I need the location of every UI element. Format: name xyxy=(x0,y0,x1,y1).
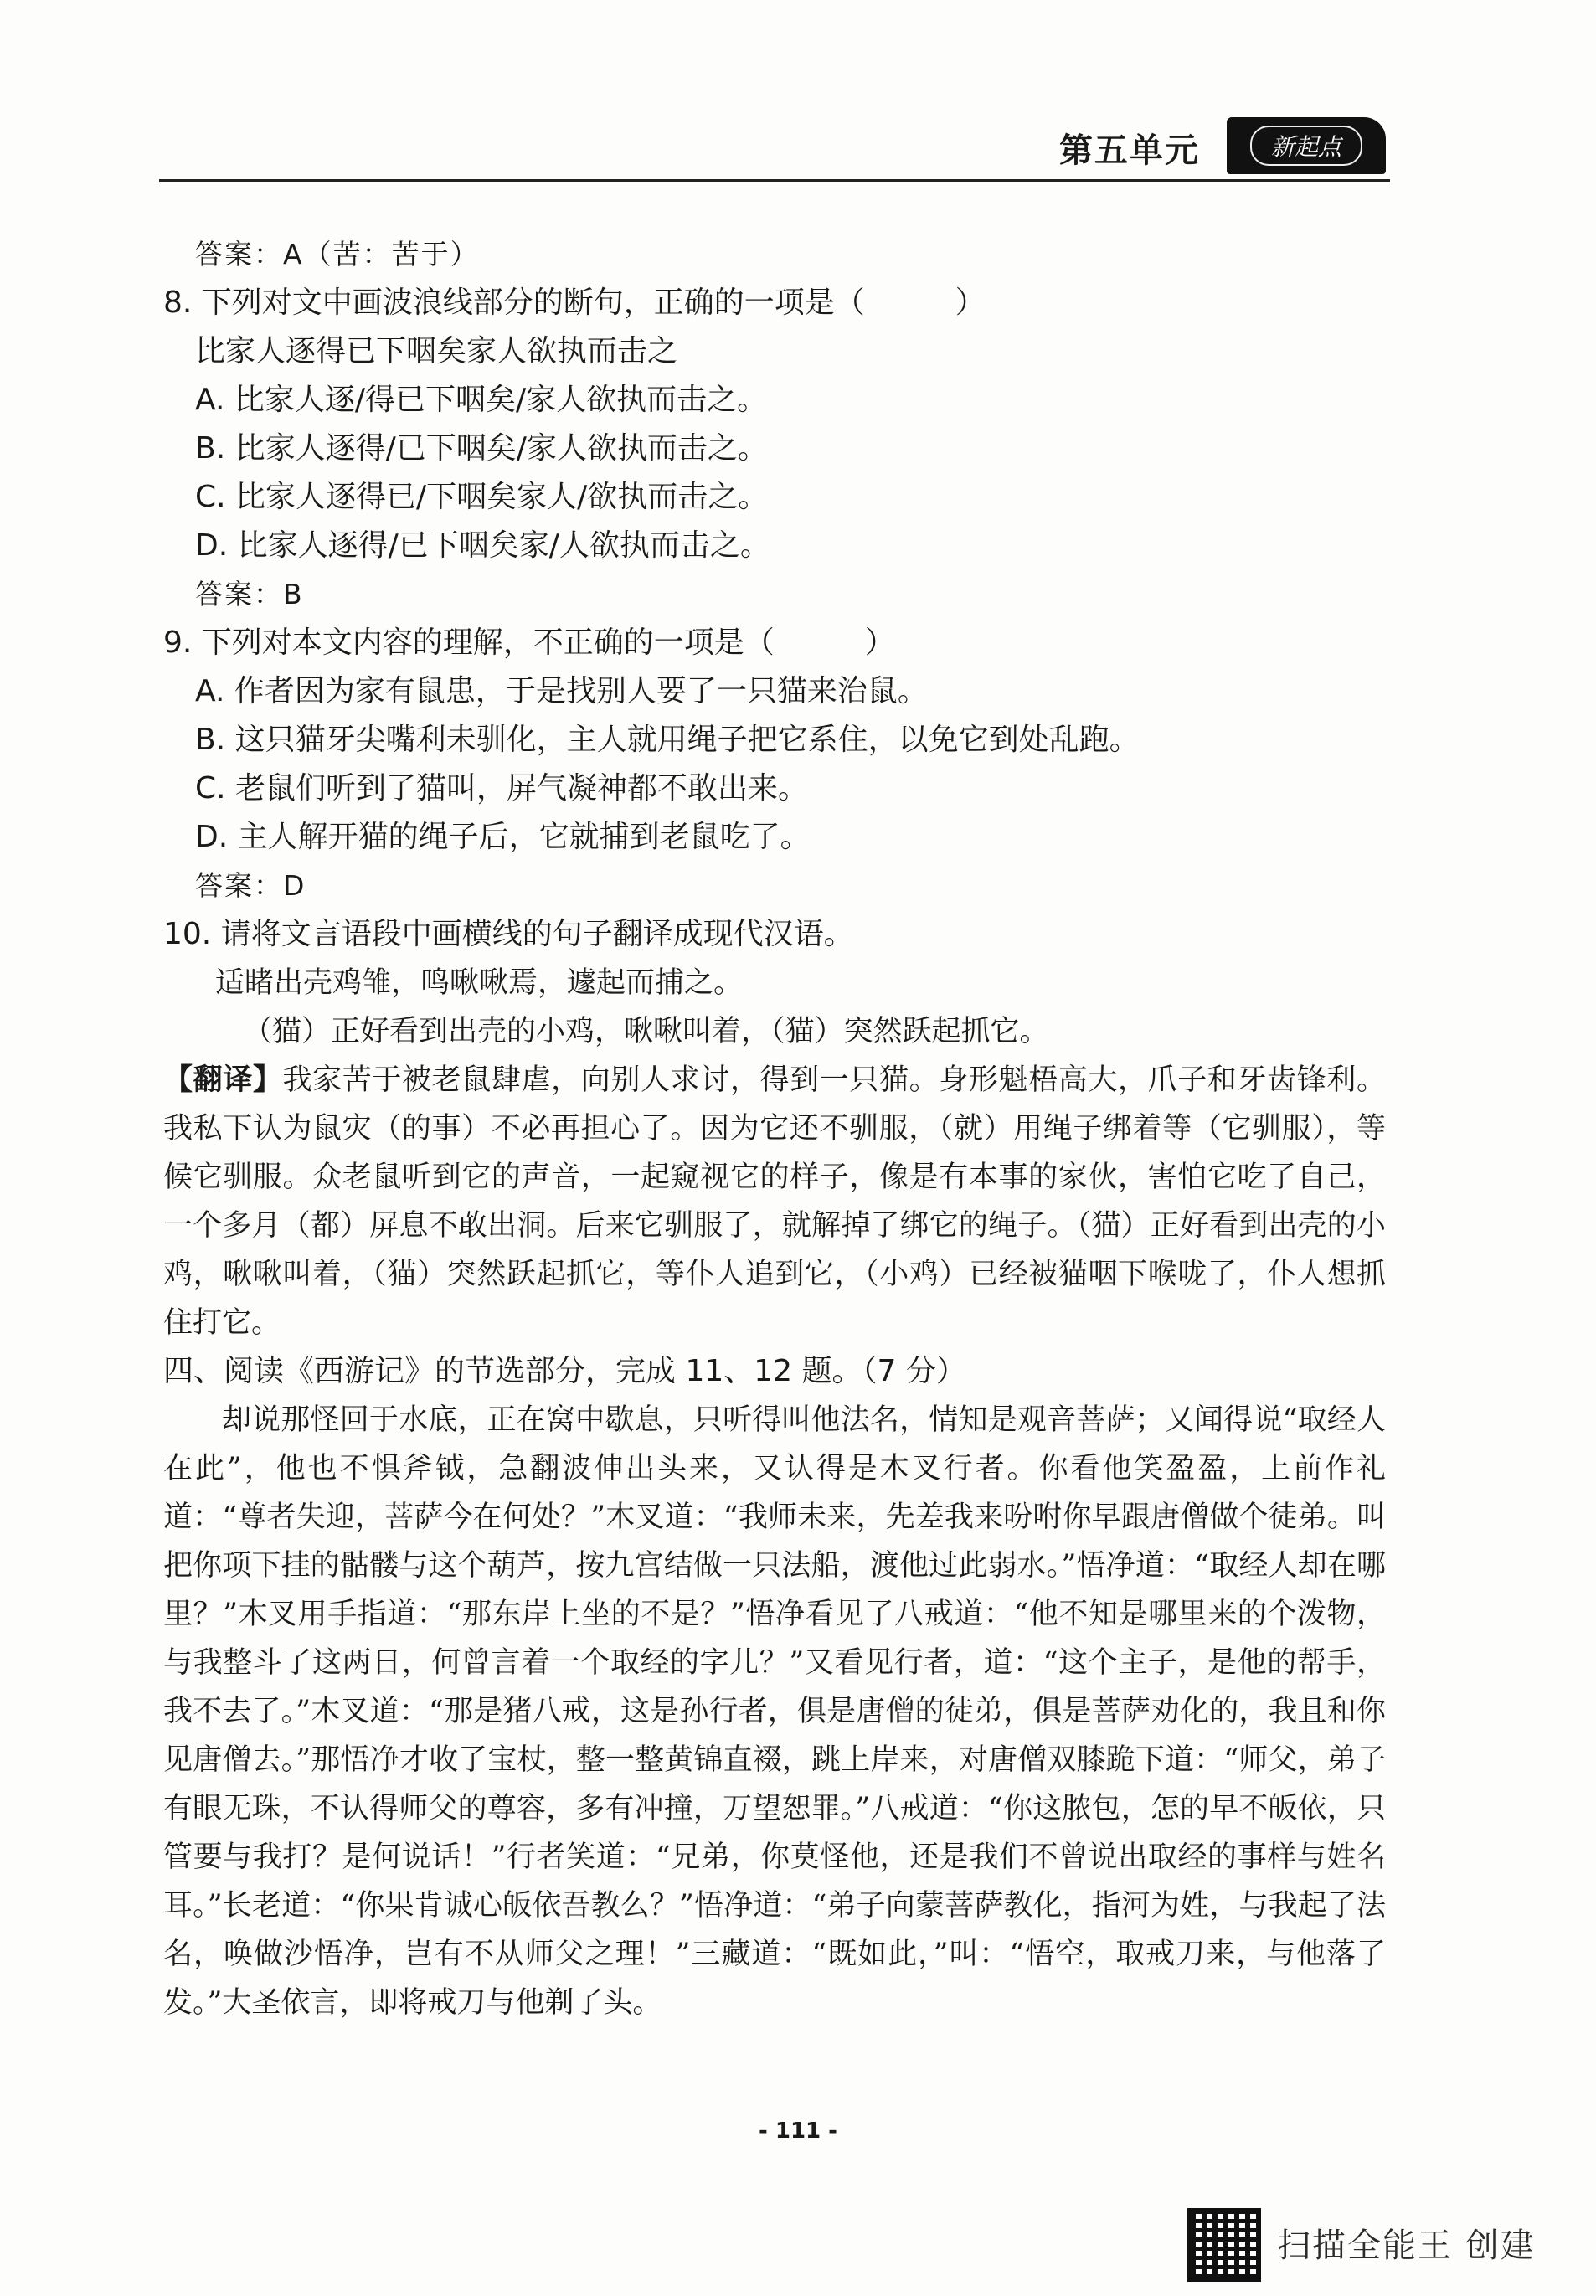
q7-answer: 答案：A（苦：苦于） xyxy=(195,238,480,270)
q8-option-b: B. 比家人逐得/已下咽矣/家人欲执而击之。 xyxy=(195,431,768,466)
q8-sentence: 比家人逐得已下咽矣家人欲执而击之 xyxy=(195,334,678,368)
q8-option-a: A. 比家人逐/得已下咽矣/家人欲执而击之。 xyxy=(195,383,768,417)
q10-answer: （猫）正好看到出壳的小鸡，啾啾叫着，（猫）突然跃起抓它。 xyxy=(243,1015,1049,1048)
q8-option-c: C. 比家人逐得已/下咽矣家人/欲执而击之。 xyxy=(195,480,769,514)
page-number: - 111 - xyxy=(759,2118,837,2144)
q9-answer: 答案：D xyxy=(195,869,306,902)
q9-option-d: D. 主人解开猫的绳子后，它就捕到老鼠吃了。 xyxy=(195,820,811,854)
q8-option-d: D. 比家人逐得/已下咽矣家/人欲执而击之。 xyxy=(195,528,770,563)
logo-ornament: 新起点 xyxy=(1250,126,1362,166)
q10-stem: 10. 请将文言语段中画横线的句子翻译成现代汉语。 xyxy=(163,917,854,951)
q8-stem: 8. 下列对文中画波浪线部分的断句，正确的一项是（ ） xyxy=(163,286,986,320)
q9-option-b: B. 这只猫牙尖嘴利未驯化，主人就用绳子把它系住，以免它到处乱跑。 xyxy=(195,723,1140,757)
xiyouji-passage: 却说那怪回于水底，正在窝中歇息，只听得叫他法名，情知是观音菩萨；又闻得说“取经人在此”，他也不惧斧钺，急翻波伸出头来，又认得是木叉行者。你看他笑盈盈，上前作礼道：“尊者失迎，菩萨今在何处？”木叉道：“我师未来，先差我来吩咐你早跟唐僧做个徒弟。叫把你项下挂的骷髅与这个葫芦，按九宫结做一只法船，渡他过此弱水。”悟净道：“取经人却在哪里？”木叉用手指道：“那东岸上坐的不是？”悟净看见了八戒道：“他不知是哪里来的个泼物，与我整斗了这两日，何曾言着一个取经的字儿？”又看见行者，道：“这个主子，是他的帮手，我不去了。”木叉道：“那是猪八戒，这是孙行者，俱是唐僧的徒弟，俱是菩萨劝化的，我且和你见唐僧去。”那悟净才收了宝杖，整一整黄锦直裰，跳上岸来，对唐僧双膝跪下道：“师父，弟子有眼无珠，不认得师父的尊容，多有冲撞，万望恕罪。”八戒道：“你这脓包，怎的早不皈依，只管要与我打？是何说话！”行者笑道：“兄弟，你莫怪他，还是我们不曾说出取经的事样与姓名耳。”长老道：“你果肯诚心皈依吾教么？”悟净道：“弟子向蒙菩萨教化，指河为姓，与我起了法名，唤做沙悟净，岂有不从师父之理！”三藏道：“既如此，”叫：“悟空，取戒刀来，与他落了发。”大圣依言，即将戒刀与他剃了头。 xyxy=(163,1403,1386,2020)
page-content xyxy=(163,230,1386,2027)
section-4-title: 四、阅读《西游记》的节选部分，完成 11、12 题。（7 分） xyxy=(163,1354,966,1388)
q9-option-c: C. 老鼠们听到了猫叫，屏气凝神都不敢出来。 xyxy=(195,771,809,806)
translation-label: 【翻译】 xyxy=(163,1063,283,1097)
q8-answer: 答案：B xyxy=(195,578,304,610)
q9-stem: 9. 下列对本文内容的理解，不正确的一项是（ ） xyxy=(163,625,895,660)
qr-code-icon xyxy=(1187,2208,1261,2282)
header-divider xyxy=(159,179,1390,182)
translation-paragraph xyxy=(163,1056,1386,1347)
translation-text: 我家苦于被老鼠肆虐，向别人求讨，得到一只猫。身形魁梧高大，爪子和牙齿锋利。我私下认为鼠灾（的事）不必再担心了。因为它还不驯服，（就）用绳子绑着等（它驯服），等候它驯服。众老鼠听到它的声音，一起窥视它的样子，像是有本事的家伙，害怕它吃了自己，一个多月（都）屏息不敢出洞。后来它驯服了，就解掉了绑它的绳子。（猫）正好看到出壳的小鸡，啾啾叫着，（猫）突然跃起抓它，等仆人追到它，（小鸡）已经被猫咽下喉咙了，仆人想抓住打它。 xyxy=(163,1063,1386,1340)
unit-logo xyxy=(1227,117,1386,174)
q9-option-a: A. 作者因为家有鼠患，于是找别人要了一只猫来治鼠。 xyxy=(195,674,928,708)
unit-title: 第五单元 xyxy=(1059,131,1200,170)
q10-sentence: 适睹出壳鸡雏，鸣啾啾焉，遽起而捕之。 xyxy=(215,966,744,1000)
scanner-watermark: 扫描全能王 创建 xyxy=(1277,2227,1536,2265)
